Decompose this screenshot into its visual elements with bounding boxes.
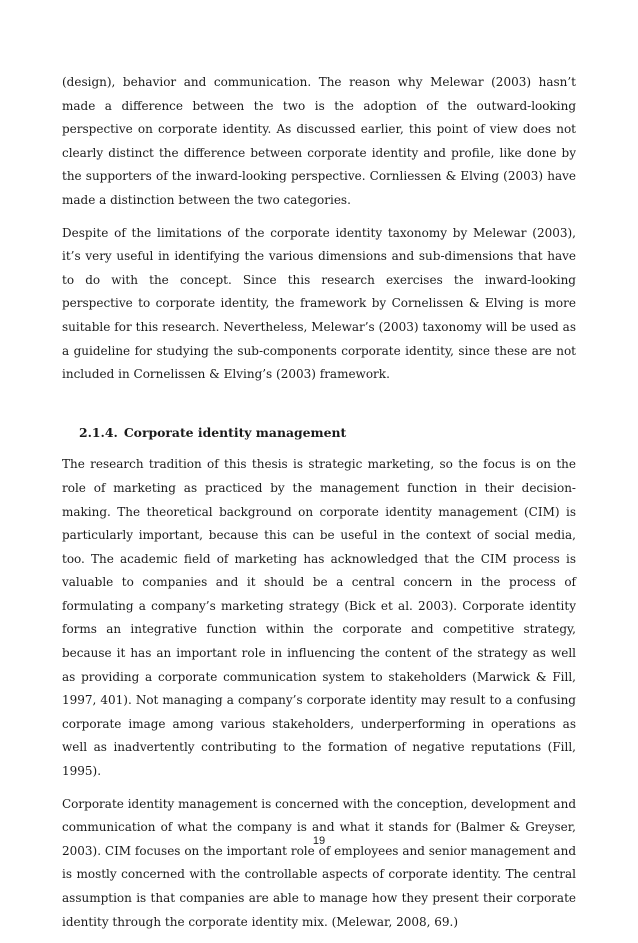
page-number: 19 — [312, 835, 326, 847]
body-paragraph: Despite of the limitations of the corporate identity taxonomy by Melewar (2003), it’s very useful in identifying the various dimensions and sub-dimensions that have to do with the concept. Since this research exercises the inward-looking perspective to corporate identity, the framework by Cornelissen & Elving is more suitable for this research. Nevertheless, Melewar’s (2003) taxonomy will be used as a guideline for studying the sub-components corporate identity, since these are not included in Cornelissen & Elving’s (2003) framework. — [62, 225, 576, 382]
section-title: Corporate identity management — [123, 424, 347, 440]
document-page — [62, 71, 576, 943]
section-number: 2.1.4. — [79, 424, 118, 440]
body-paragraph: (design), behavior and communication. The reason why Melewar (2003) hasn’t made a difference between the two is the adoption of the outward-looking perspective on corporate identity. As discussed earlier, this point of view does not clearly distinct the difference between corporate identity and profile, like done by the supporters of the inward-looking perspective. Cornliessen & Elving (2003) have made a distinction between the two categories. — [62, 75, 576, 207]
section-heading — [79, 421, 576, 445]
body-paragraph: Corporate identity management is concerned with the conception, development and communication of what the company is and what it stands for (Balmer & Greyser, 2003). CIM focuses on the important role of employees and senior management and is mostly concerned with the controllable aspects of corporate identity. The central assumption is that companies are able to manage how they present their corporate identity through the corporate identity mix. (Melewar, 2008, 69.) — [62, 796, 576, 929]
body-paragraph: The research tradition of this thesis is strategic marketing, so the focus is on the role of marketing as practiced by the management function in their decision-making. The theoretical background on corporate identity management (CIM) is particularly important, because this can be useful in the context of social media, too. The academic field of marketing has acknowledged that the CIM process is valuable to companies and it should be a central concern in the process of formulating a company’s marketing strategy (Bick et al. 2003). Corporate identity forms an integrative function within the corporate and competitive strategy, because it has an important role in influencing the content of the strategy as well as providing a corporate communication system to stakeholders (Marwick & Fill, 1997, 401). Not managing a company’s corporate identity may result to a confusing corporate image among various stakeholders, underperforming in operations as well as inadvertently contributing to the formation of negative reputations (Fill, 1995). — [62, 457, 576, 779]
